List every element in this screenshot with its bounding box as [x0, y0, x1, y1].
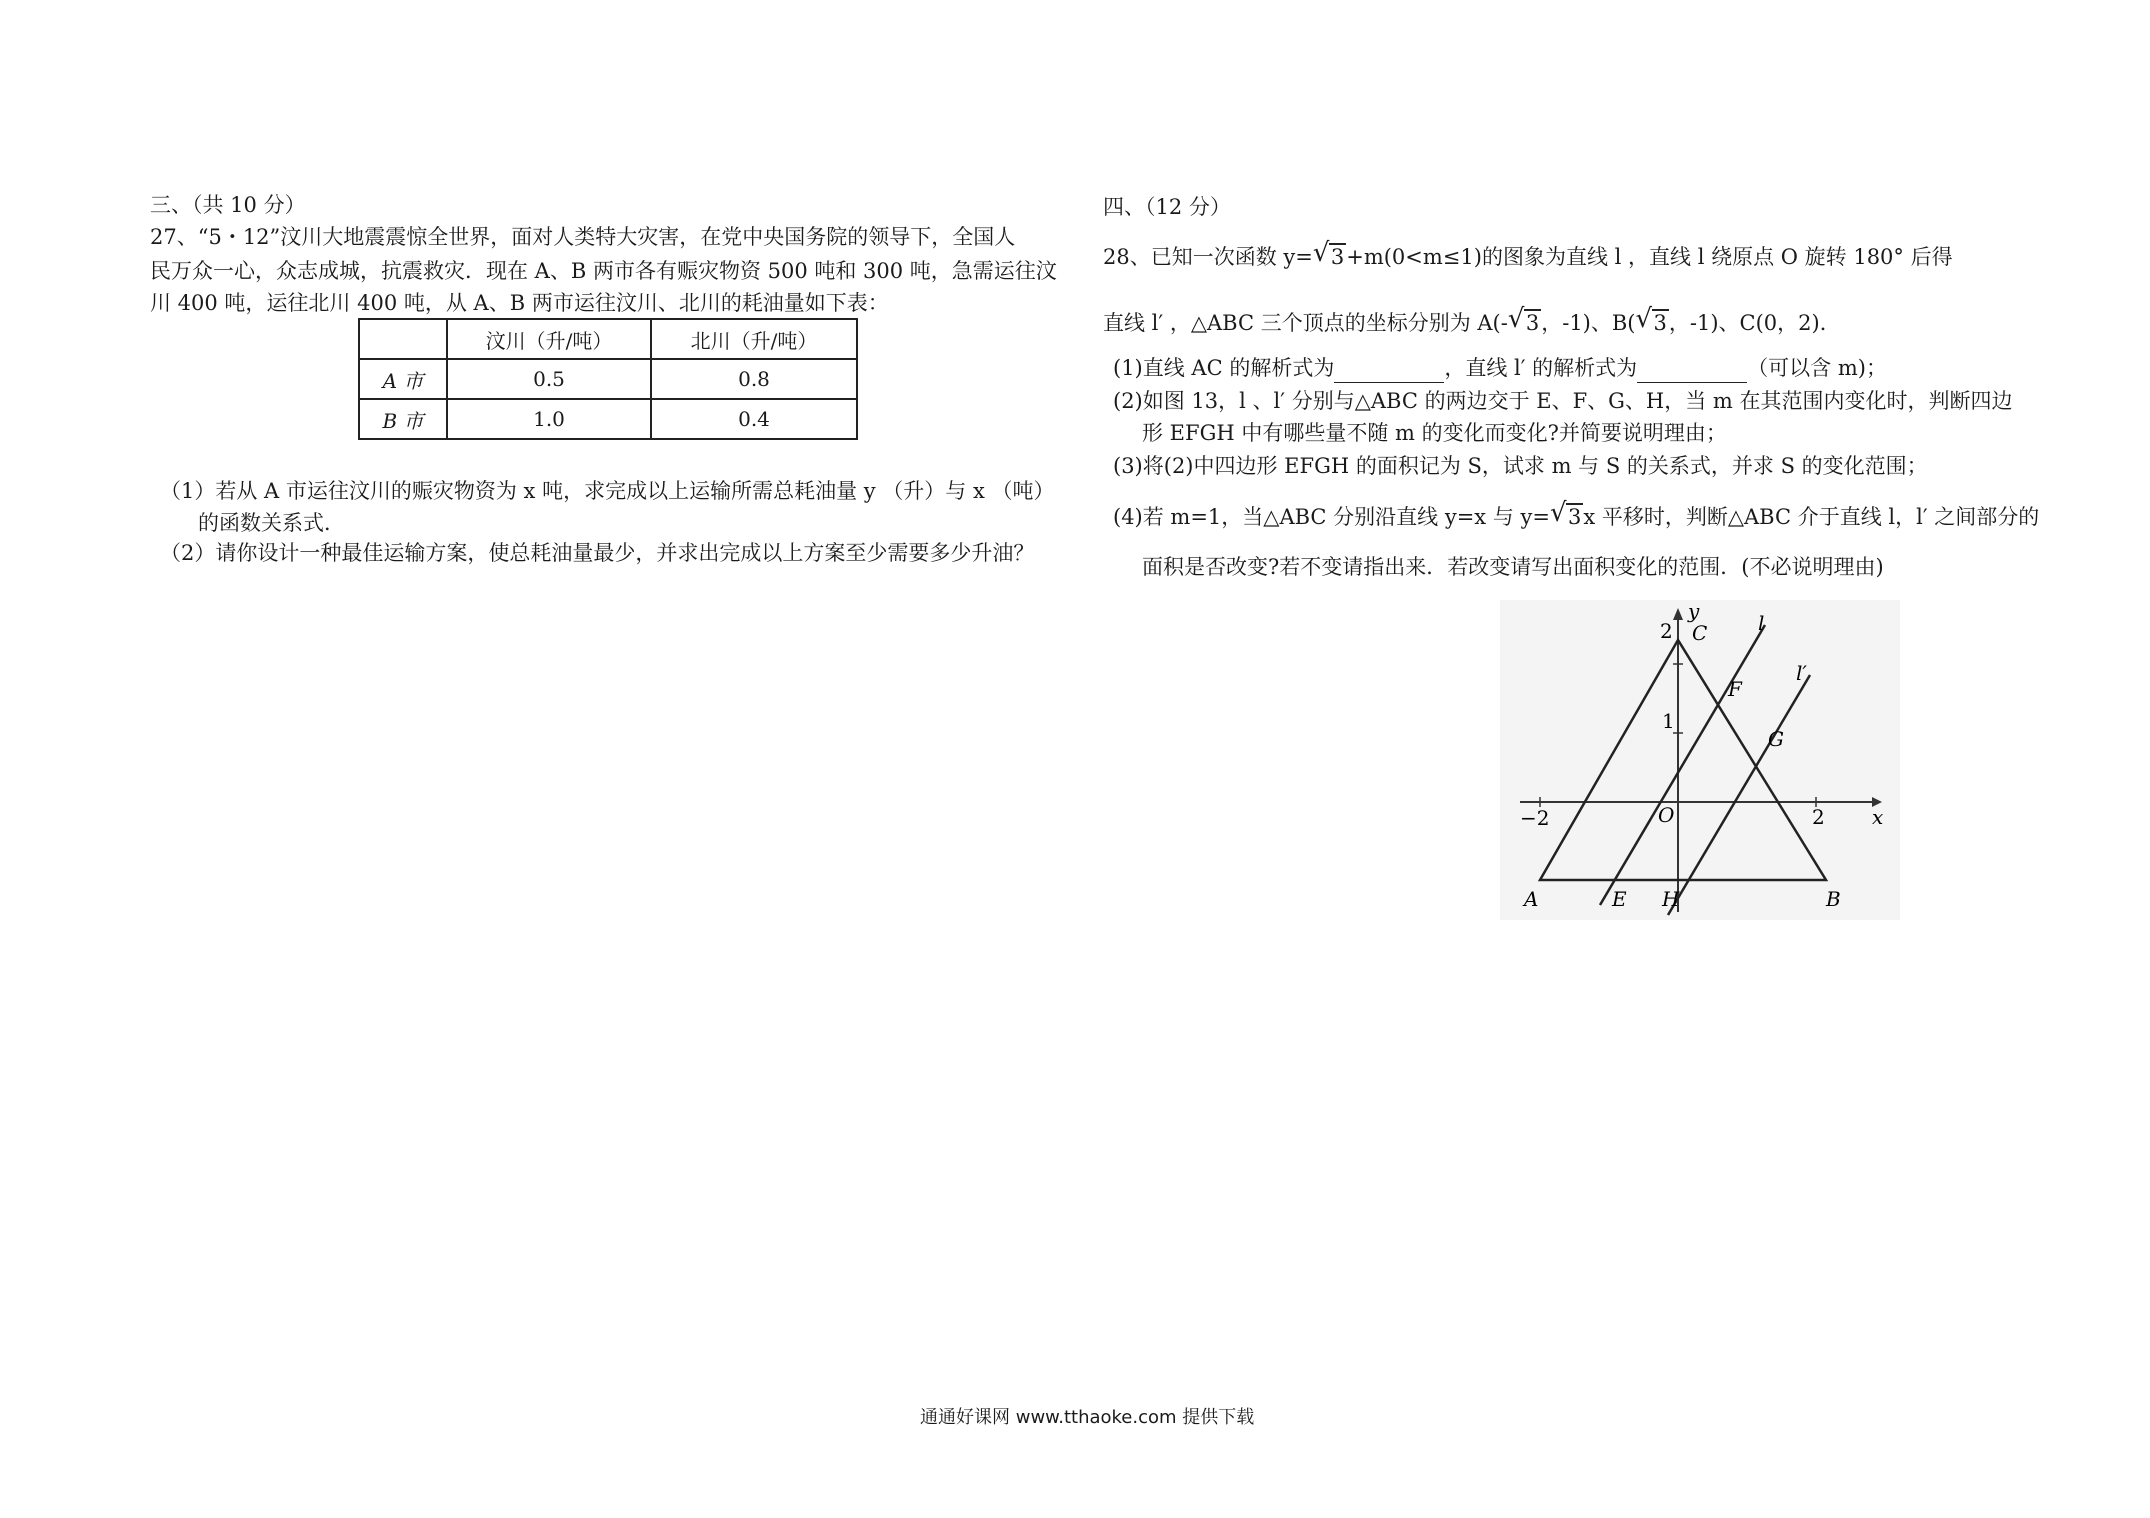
- sqrt3: √ 3: [1549, 498, 1582, 529]
- label-E: E: [1612, 887, 1627, 911]
- table-row: [359, 359, 857, 399]
- q28-part4-line1: [1113, 498, 2040, 532]
- label-H: H: [1662, 887, 1680, 911]
- label-y: y: [1688, 600, 1700, 623]
- q28-part1: [1113, 353, 1887, 383]
- q27-sub1-line1: （1）若从 A 市运往汶川的赈灾物资为 x 吨，求完成以上运输所需总耗油量 y （升）与 x （吨）: [160, 479, 1055, 503]
- q28-text-e: ，-1)、C(0，2)．: [1668, 311, 1841, 335]
- label-F: F: [1728, 677, 1742, 701]
- sqrt3: √ 3: [1312, 238, 1345, 269]
- table-cell: 0.4: [651, 399, 857, 439]
- sqrt3-value: 3: [1525, 311, 1540, 335]
- section4-header: 四、（12 分）: [1103, 195, 1231, 219]
- label-A: A: [1524, 887, 1539, 911]
- p1-text-b: ，直线 l′ 的解析式为: [1444, 356, 1638, 380]
- sqrt3: √ 3: [1635, 304, 1667, 335]
- label-l: l: [1758, 611, 1765, 635]
- q28-text-b: +m(0<m≤1)的图象为直线 l ，直线 l 绕原点 O 旋转 180° 后得: [1346, 245, 1953, 269]
- table-header-cell: 北川（升/吨）: [651, 319, 857, 359]
- q28-part3: (3)将(2)中四边形 EFGH 的面积记为 S，试求 m 与 S 的关系式，并求 S 的变化范围；: [1113, 454, 1928, 478]
- table-header-cell: 汶川（升/吨）: [447, 319, 651, 359]
- table-row: [359, 399, 857, 439]
- table-cell: 0.5: [447, 359, 651, 399]
- label-G: G: [1768, 727, 1784, 751]
- answer-blank: [1334, 360, 1444, 383]
- fuel-table: [358, 318, 858, 440]
- label-O: O: [1658, 803, 1675, 827]
- q28-part4-line2: 面积是否改变?若不变请指出来．若改变请写出面积变化的范围．(不必说明理由): [1142, 555, 1884, 579]
- table-cell: A 市: [359, 359, 447, 399]
- sqrt3-value: 3: [1653, 311, 1667, 335]
- table-cell: 1.0: [447, 399, 651, 439]
- label-C: C: [1692, 621, 1708, 645]
- label-2-y: 2: [1660, 619, 1673, 643]
- q28-part2-line2: 形 EFGH 中有哪些量不随 m 的变化而变化?并简要说明理由；: [1142, 421, 1727, 445]
- sqrt3-value: 3: [1567, 505, 1582, 529]
- label-x: x: [1872, 805, 1884, 829]
- label-l-prime: l′: [1796, 661, 1807, 685]
- table-header-row: [359, 319, 857, 359]
- p1-text-a: (1)直线 AC 的解析式为: [1113, 356, 1335, 380]
- q28-text-a: 28、已知一次函数 y=: [1103, 245, 1313, 269]
- table-cell: B 市: [359, 399, 447, 439]
- answer-blank: [1637, 360, 1747, 383]
- label-2-x: 2: [1812, 805, 1825, 829]
- q27-line-3: 川 400 吨，运往北川 400 吨，从 A、B 两市运往汶川、北川的耗油量如下表：: [150, 291, 889, 315]
- q28-line-1: [1103, 238, 1953, 272]
- p1-text-c: （可以含 m)；: [1747, 356, 1887, 380]
- q28-text-d: ，-1)、B(: [1541, 311, 1636, 335]
- figure-background: [1500, 600, 1900, 920]
- footer-text: 通通好课网 www.tthaoke.com 提供下载: [920, 1407, 1255, 1428]
- label-neg2: −2: [1520, 806, 1550, 830]
- sqrt3: √ 3: [1507, 304, 1540, 335]
- label-1-y: 1: [1662, 709, 1675, 733]
- q27-line-2: 民万众一心，众志成城，抗震救灾．现在 A、B 两市各有赈灾物资 500 吨和 300 吨，急需运往汶: [150, 259, 1057, 283]
- q27-sub1-line2: 的函数关系式．: [198, 511, 345, 535]
- q27-line-1: 27、“5・12”汶川大地震震惊全世界，面对人类特大灾害，在党中央国务院的领导下，全国人: [150, 225, 1016, 249]
- table-cell: 0.8: [651, 359, 857, 399]
- p4-text-a: (4)若 m=1，当△ABC 分别沿直线 y=x 与 y=: [1113, 505, 1550, 529]
- table-header-cell: [359, 319, 447, 359]
- section3-header: 三、（共 10 分）: [150, 193, 306, 217]
- q28-part2-line1: (2)如图 13，l 、l′ 分别与△ABC 的两边交于 E、F、G、H，当 m 在其范围内变化时，判断四边: [1113, 389, 2013, 413]
- p4-text-b: x 平移时，判断△ABC 介于直线 l，l′ 之间部分的: [1583, 505, 2040, 529]
- sqrt3-value: 3: [1330, 245, 1345, 269]
- q28-text-c: 直线 l′ ，△ABC 三个顶点的坐标分别为 A(-: [1103, 311, 1508, 335]
- label-B: B: [1826, 887, 1841, 911]
- q28-line-2: [1103, 304, 1841, 338]
- q27-sub2: （2）请你设计一种最佳运输方案，使总耗油量最少，并求出完成以上方案至少需要多少升油？: [160, 541, 1035, 565]
- figure-13: [1500, 600, 1900, 920]
